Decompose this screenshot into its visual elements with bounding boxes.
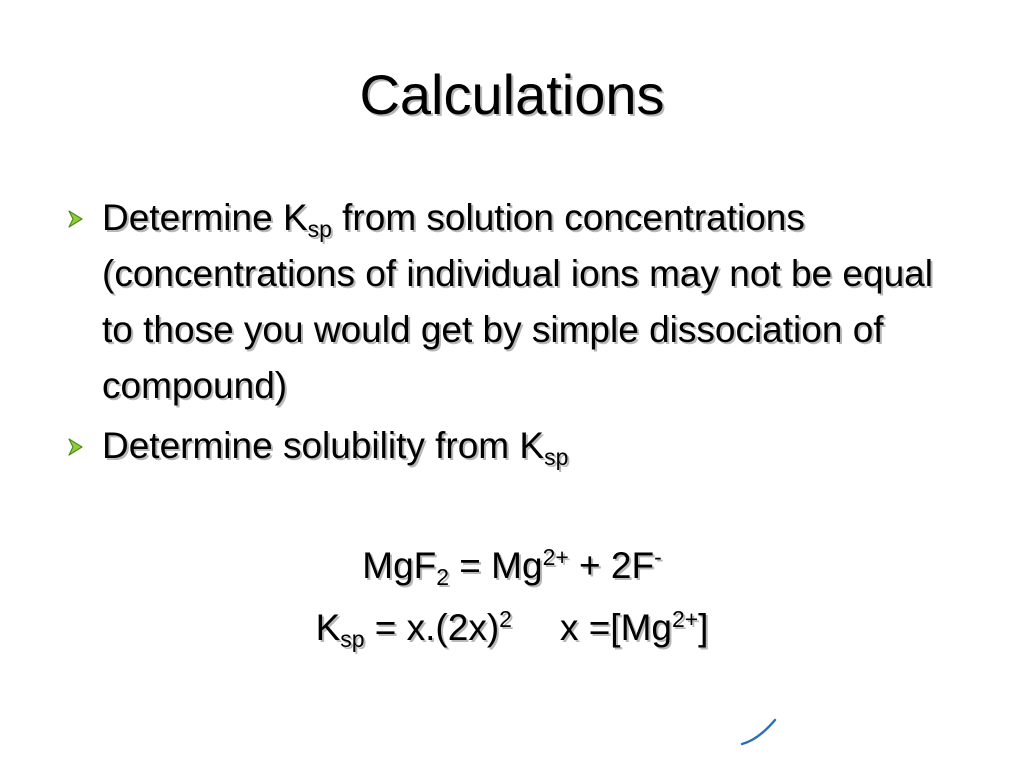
eq1-part-a: MgF: [362, 545, 437, 586]
eq1-part-c: + 2F: [568, 545, 655, 586]
eq2-part-c-sup: 2+: [672, 606, 699, 633]
eq1-part-b: = Mg: [449, 545, 543, 586]
bullet-text-sub: sp: [544, 444, 569, 471]
eq2-part-d: ]: [698, 607, 709, 648]
chevron-right-icon: [66, 437, 86, 457]
eq2-part-a: K: [315, 607, 341, 648]
bullet-list: [62, 190, 942, 478]
eq2-part-b-sup: 2: [499, 606, 512, 633]
eq2-part-b: = x.(2x): [364, 607, 500, 648]
pen-stroke-mark: [738, 714, 782, 748]
eq1-part-a-sub: 2: [436, 564, 450, 591]
bullet-text-pre: Determine K: [102, 197, 308, 238]
bullet-text-pre: Determine solubility from K: [102, 425, 545, 466]
dissociation-equation: [0, 538, 1024, 594]
ksp-expression: [0, 600, 1024, 656]
chevron-right-icon: [66, 209, 86, 229]
slide-title: Calculations: [359, 63, 665, 126]
eq1-part-b-sup: 2+: [542, 544, 569, 571]
bullet-text-sub: sp: [307, 216, 332, 243]
eq2-part-c: x =[Mg: [559, 607, 672, 648]
eq1-part-c-sup: -: [654, 544, 662, 571]
bullet-item-solubility-from-ksp: [62, 418, 942, 474]
bullet-text-post: from solution concentrations (concentrations of individual ions may not be equal to those you would get by simple dissociation of compound): [102, 197, 933, 406]
bullet-item-ksp-from-concentrations: [62, 190, 942, 414]
eq2-part-a-sub: sp: [340, 626, 365, 653]
